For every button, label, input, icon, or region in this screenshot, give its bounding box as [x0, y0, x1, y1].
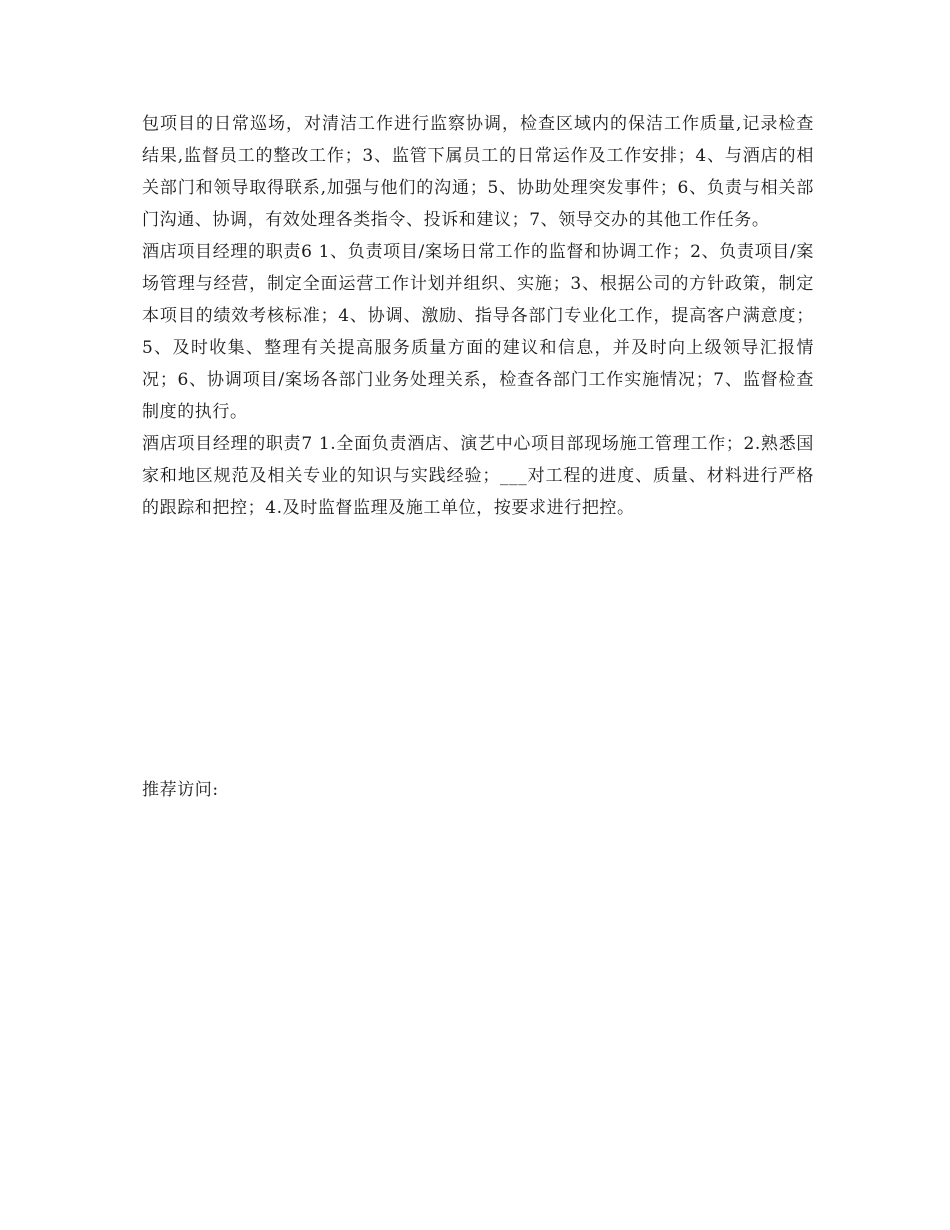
recommend-label: 推荐访问:	[142, 780, 219, 800]
paragraph-duties-continued: 包项目的日常巡场，对清洁工作进行监察协调，检查区域内的保洁工作质量,记录检查结果,监督员工的整改工作；3、监管下属员工的日常运作及工作安排；4、与酒店的相关部门和领导取得联系,加强与他们的沟通；5、协助处理突发事件；6、负责与相关部门沟通、协调，有效处理各类指令、投诉和建议；7、领导交办的其他工作任务。	[142, 114, 814, 230]
document-body	[142, 108, 814, 524]
paragraph-duties-6: 酒店项目经理的职责6 1、负责项目/案场日常工作的监督和协调工作；2、负责项目/案场管理与经营，制定全面运营工作计划并组织、实施；3、根据公司的方针政策，制定本项目的绩效考核标准；4、协调、激励、指导各部门专业化工作，提高客户满意度；5、及时收集、整理有关提高服务质量方面的建议和信息，并及时向上级领导汇报情况；6、协调项目/案场各部门业务处理关系，检查各部门工作实施情况；7、监督检查制度的执行。	[142, 242, 814, 422]
paragraph-duties-7: 酒店项目经理的职责7 1.全面负责酒店、演艺中心项目部现场施工管理工作；2.熟悉国家和地区规范及相关专业的知识与实践经验；___对工程的进度、质量、材料进行严格的跟踪和把控；4.及时监督监理及施工单位，按要求进行把控。	[142, 434, 814, 518]
